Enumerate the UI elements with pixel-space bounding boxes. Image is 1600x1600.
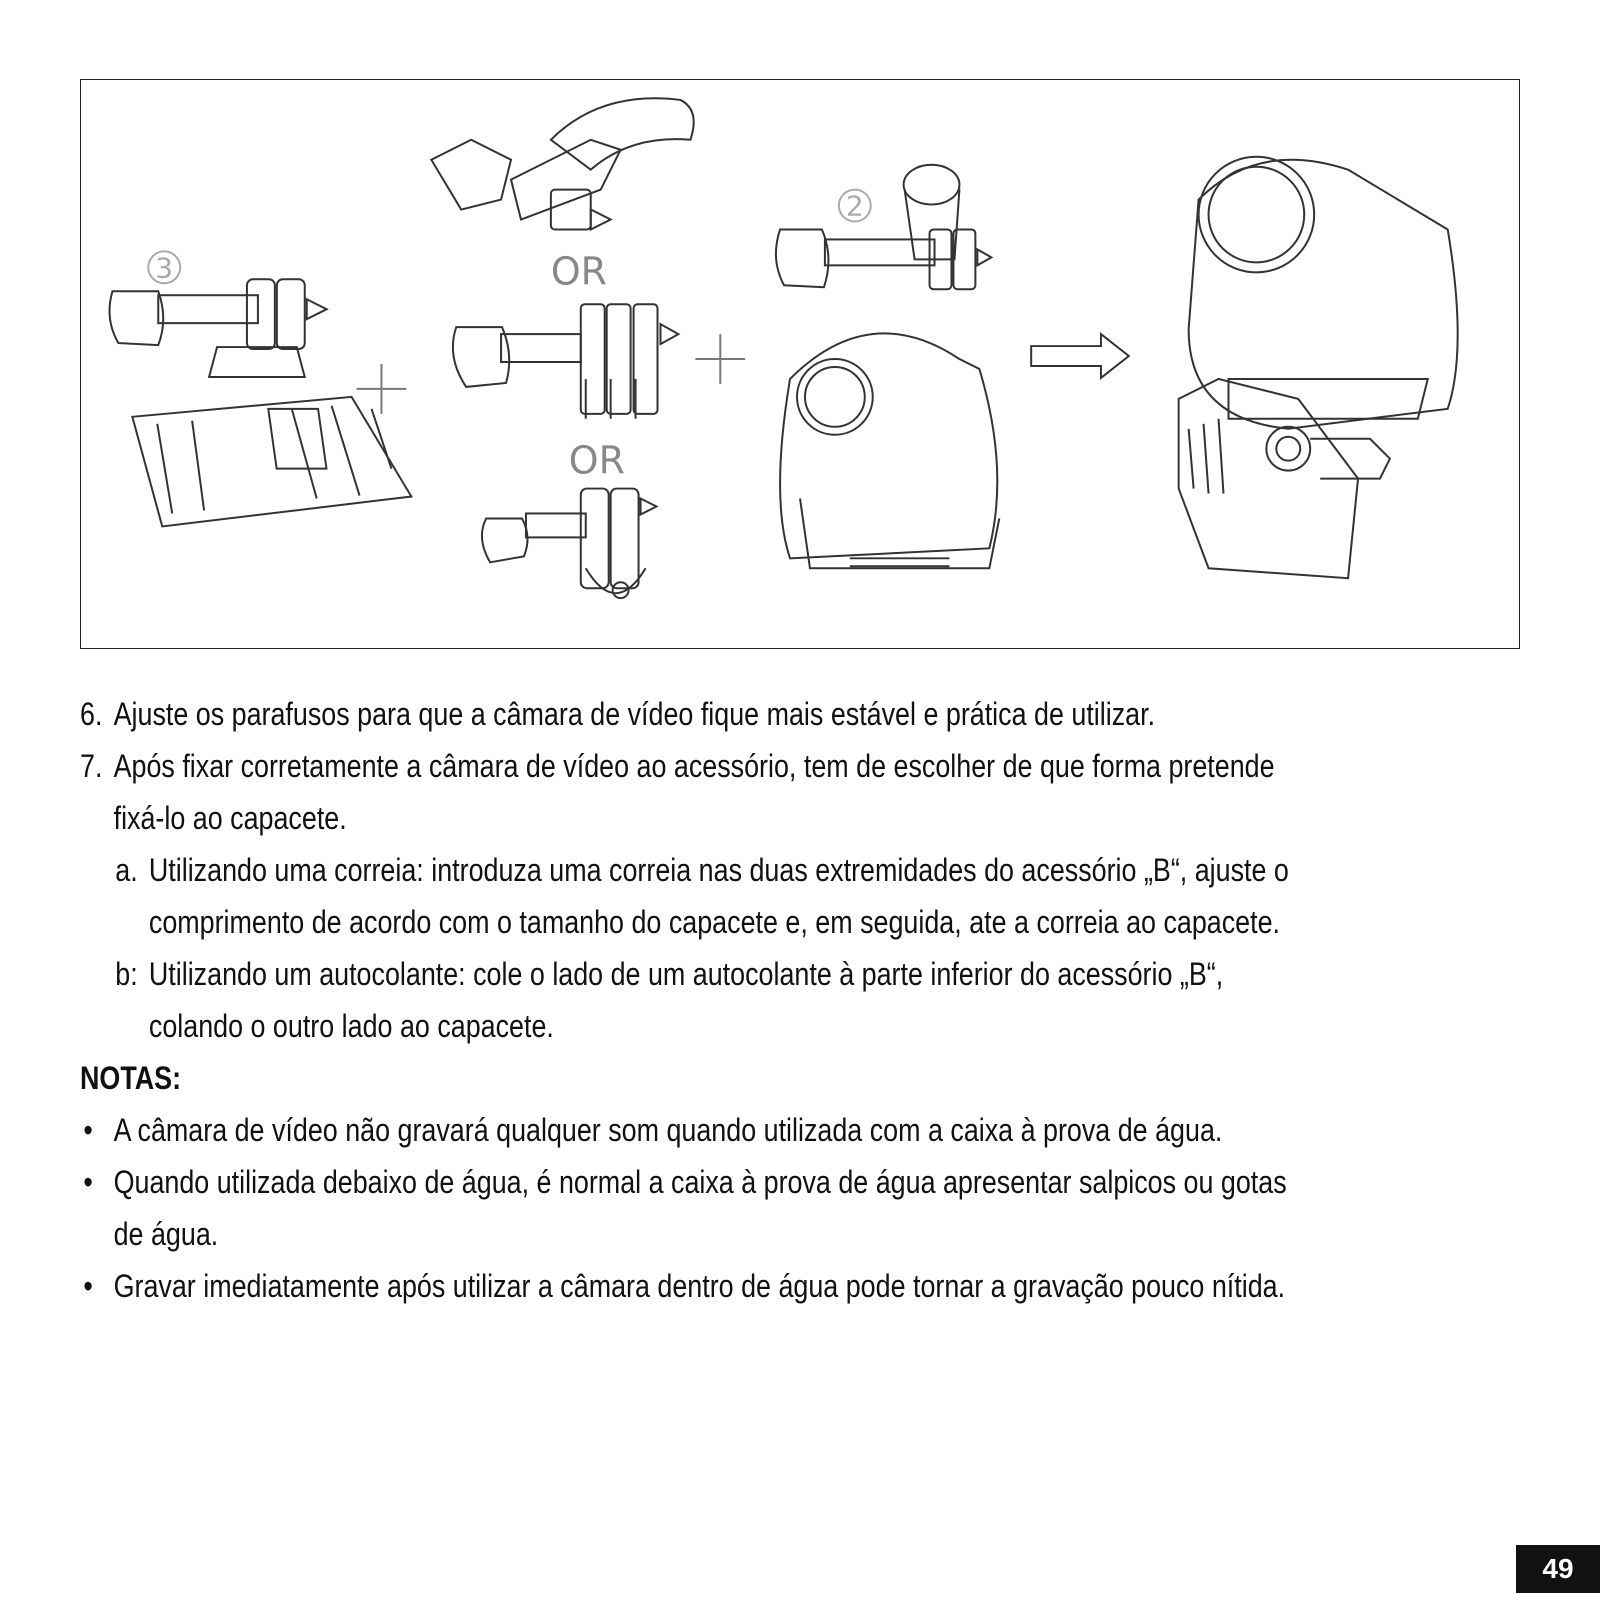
substep-b	[80, 948, 1290, 1052]
or-label-2: OR	[568, 438, 625, 483]
note-bullet	[80, 1104, 1290, 1156]
note-bullet	[80, 1260, 1290, 1312]
step-text: Após fixar corretamente a câmara de vídeo ao acessório, tem de escolher de que forma pretende fixá-lo ao capacete.	[113, 748, 1275, 836]
plus-sign-2	[695, 334, 745, 384]
camera-and-mount-drawing	[776, 165, 999, 569]
step-6	[80, 688, 1290, 740]
step-7	[80, 740, 1290, 844]
note-text: A câmara de vídeo não gravará qualquer som quando utilizada com a caixa à prova de água.	[113, 1112, 1223, 1148]
substep-a	[80, 844, 1290, 948]
notes-heading: NOTAS:	[80, 1060, 182, 1096]
substep-letter: b:	[115, 956, 138, 992]
bullet-icon: •	[83, 1268, 93, 1304]
instructions-text	[80, 688, 1290, 1312]
note-bullet	[80, 1156, 1290, 1260]
step-text: Ajuste os parafusos para que a câmara de vídeo fique mais estável e prática de utilizar.	[113, 696, 1156, 732]
substep-letter: a.	[115, 852, 138, 888]
mount-assembly-diagram	[81, 80, 1519, 648]
marker-2: 2	[845, 189, 864, 223]
marker-3: 3	[155, 251, 174, 285]
page-number: 49	[1516, 1545, 1600, 1593]
note-text: Quando utilizada debaixo de água, é normal a caixa à prova de água apresentar salpicos ou gotas de água.	[113, 1164, 1287, 1252]
bullet-icon: •	[83, 1112, 93, 1148]
substep-text: Utilizando uma correia: introduza uma correia nas duas extremidades do acessório „B“, ajuste o comprimento de acordo com o tamanho do capacete e, em seguida, ate a correia ao capacete.	[148, 852, 1289, 940]
plus-sign-1	[357, 364, 407, 414]
assembled-camera-drawing	[1179, 157, 1458, 579]
assembly-illustration	[80, 79, 1520, 649]
note-text: Gravar imediatamente após utilizar a câmara dentro de água pode tornar a gravação pouco nítida.	[113, 1268, 1286, 1304]
substep-text: Utilizando um autocolante: cole o lado de um autocolante à parte inferior do acessório „B“, colando o outro lado ao capacete.	[148, 956, 1224, 1044]
extension-arm-options	[431, 98, 693, 598]
or-label-1: OR	[550, 249, 607, 294]
arrow-icon	[1031, 334, 1129, 378]
step-number: 6.	[80, 696, 103, 732]
step-number: 7.	[80, 748, 103, 784]
bullet-icon: •	[83, 1164, 93, 1200]
